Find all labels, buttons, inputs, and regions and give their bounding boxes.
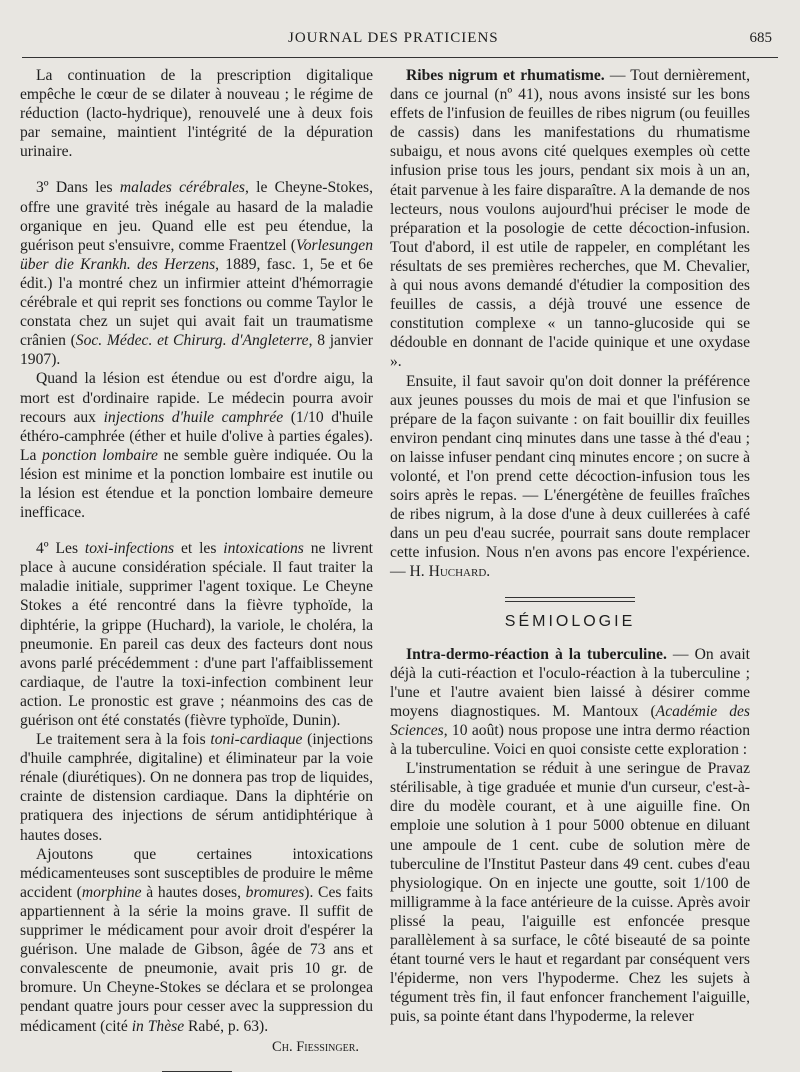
italic-term: ponction lombaire xyxy=(42,446,158,464)
italic-term: toxi-infections xyxy=(84,540,175,558)
text: — On avait déjà la cuti-réaction et l'oculo-réaction à la tuberculine ; l'une et l'autre avaient bien laissé à désirer comme moyens diagnostiques. M. Mantoux ( xyxy=(390,645,750,720)
italic-term: malades cérébrales xyxy=(119,179,245,197)
paragraph-intradermo xyxy=(390,645,750,760)
author-signature: Ch. Fiessinger. xyxy=(272,1038,359,1055)
text: , 10 août) nous propose une intra dermo réaction à la tuberculine. Voici en quoi consiste cette exploration : xyxy=(390,722,750,759)
text: — Tout dernièrement, dans ce journal (nº 41), nous avons insisté sur les bons effets de l'infusion de feuilles de ribes nigrum (ou feuilles de cassis) dans les manifestations du rhumatisme subaigu, et nous avons cité quelques exemples où cette infusion prise tous les jours, pendant six mois à un an, était parvenue à les faire disparaître. A la demande de nos lecteurs, nous voulons aujourd'hui préciser le mode de préparation et la posologie de cette décoction-infusion. Tout d'abord, il est utile de rappeler, en complétant les résultats de ses premières recherches, que M. Chevalier, à qui nous avons demandé d'étudier la composition des feuilles de cassis, a déjà trouvé une essence de constitution complexe « un tanno-glucoside qui se dédouble en donnant de l'acide quinique et une oxydase ». xyxy=(390,67,750,371)
left-column xyxy=(20,66,373,1072)
article-heading: Intra-dermo-réaction à la tuberculine. xyxy=(406,645,667,663)
paragraph-ribes-nigrum xyxy=(390,66,750,372)
article-heading: Ribes nigrum et rhumatisme. xyxy=(406,67,605,84)
citation: Académie des Sciences xyxy=(390,702,750,739)
author-signature: Huchard. xyxy=(428,563,491,581)
paragraph-preparation xyxy=(390,372,750,582)
text: ne semble guère indiquée. Ou la lésion est minime et la ponction lombaire est inutile ou la lésion est étendue et la ponction lombaire demeure inefficace. xyxy=(20,446,373,522)
paragraph-toxi-infections xyxy=(20,539,373,730)
text: Ensuite, il faut savoir qu'on doit donner la préférence aux jeunes pousses du mois de mai et que l'infusion se prépare de la façon suivante : on fait bouillir dix feuilles environ pendant cinq minutes dans une tasse à thé d'eau ; on laisse infuser pendant cinq minutes encore ; on sucre à volonté, et l'on prend cette décoction-infusion tous les soirs après le repas. — L'énergétène de feuilles fraîches de ribes nigrum, à la dose d'une à deux cuillerées à café dans un peu d'eau sucrée, pourrait sans doute remplacer cette infusion. Nous n'en avons pas encore l'expérience. — H. xyxy=(390,372,750,581)
paragraph-digitalis: La continuation de la prescription digitalique empêche le cœur de se dilater à nouveau ; le régime de réduction (lacto-hydrique), renouvelé une à deux fois par semaine, maintient l'intégrité de la dépuration urinaire. xyxy=(20,67,373,161)
paragraph-instrumentation: L'instrumentation se réduit à une seringue de Pravaz stérilisable, à tige graduée et munie d'un curseur, c'est-à-dire du modèle courant, et à une aiguille fine. On emploie une solution à 1 pour 5000 obtenue en diluant une ampoule de 1 cent. cube de solution mère de tuberculine de l'Institut Pasteur dans 49 cent. cubes d'eau physiologique. On en injecte une goutte, soit 1/100 de milligramme à la face antérieure de la cuisse. Après avoir plissé la peau, l'aiguille est enfoncée presque parallèlement à sa surface, le côté biseauté de sa pointe étant tourné vers le haut et regardant par conséquent vers l'épiderme, non vers l'hypoderme. Chez les sujets à tégument très fin, il faut enfoncer franchement l'aiguille, puis, sa pointe étant dans l'hypoderme, la relever xyxy=(390,760,750,1026)
text: Quand la lésion est étendue ou est d'ordre aigu, la mort est d'ordinaire rapide. Le médecin pourra avoir recours aux xyxy=(20,370,373,426)
paragraph-cerebral xyxy=(20,178,373,369)
page-number: 685 xyxy=(749,30,772,46)
citation: Vorlesungen über die Krankh. des Herzens xyxy=(20,236,373,273)
text: ). Ces faits appartiennent à la série la moins grave. Il suffit de supprimer le médicament pour avoir droit d'espérer la guérison. Une malade de Gibson, âgée de 73 ans et convalescente de pneumonie, avait pris 10 gr. de bromure. Un Cheyne-Stokes se déclara et se prolongea pendant quatre jours pour cesser avec la suppression du médicament (cité xyxy=(20,883,373,1035)
italic-term: toni-cardiaque xyxy=(210,731,303,749)
italic-term: injections d'huile camphrée xyxy=(103,408,284,426)
text: à hautes doses, xyxy=(141,883,246,901)
paragraph-intoxications xyxy=(20,845,373,1036)
text: , 1889, fasc. 1, 5e et 6e édit.) l'a montré chez un infirmier atteint d'hémorragie cérébrale et qui reprit ses fonctions ou comme Taylor le constata chez un sujet qui avait fait un traumatisme crânien ( xyxy=(20,255,373,350)
italic-term: morphine xyxy=(81,883,142,901)
text: 3º Dans les xyxy=(36,179,120,197)
right-column xyxy=(390,66,750,1027)
italic-term: in Thèse xyxy=(131,1017,185,1035)
text: ne livrent place à aucune considération spéciale. Il faut traiter la maladie initiale, supprimer l'agent toxique. Le Cheyne Stokes a été rencontré dans la fièvre typhoïde, la diphtérie, la grippe (Huchard), la variole, le choléra, la pneumonie. En pareil cas deux des facteurs dont nous avons parlé précédemment : d'une part l'affaiblissement cardiaque, de l'autre la toxi-infection combinent leur action. Le pronostic est grave ; néanmoins des cas de guérison ont été constatés (fièvre typhoïde, Dunin). xyxy=(20,540,373,729)
paragraph-treatment xyxy=(20,730,373,845)
text: , 8 janvier 1907). xyxy=(20,332,373,369)
citation: Soc. Médec. et Chirurg. d'Angleterre xyxy=(75,332,309,350)
text: , le Cheyne-Stokes, offre une gravité très inégale au hasard de la maladie organique en jeu. Quand elle est peu étendue, la guérison peut s'ensuivre, comme Fraentzel ( xyxy=(20,179,373,254)
section-title: SÉMIOLOGIE xyxy=(504,612,636,630)
header-rule xyxy=(22,57,778,58)
italic-term: intoxications xyxy=(223,540,304,558)
text: 4º Les xyxy=(36,540,85,558)
journal-title: JOURNAL DES PRATICIENS xyxy=(288,30,499,46)
text: (injections d'huile camphrée, digitaline) et éliminateur par la voie rénale (diurétiques). On ne donnera pas trop de liquides, crainte de distension cardiaque. Dans la diphtérie on pratiquera des injections de sérum antidiphtérique à hautes doses. xyxy=(20,731,373,844)
section-rule xyxy=(505,597,635,602)
text: Le traitement sera à la fois xyxy=(36,731,211,749)
paragraph-lesion xyxy=(20,369,373,522)
text: Ajoutons que certaines intoxications médicamenteuses sont susceptibles de produire le même accident ( xyxy=(20,845,373,901)
text: et les xyxy=(174,540,224,558)
italic-term: bromures xyxy=(245,883,305,901)
text: (1/10 d'huile éthéro-camphrée (éther et huile d'olive à parties égales). La xyxy=(20,408,374,464)
text: Rabé, p. 63). xyxy=(184,1017,269,1035)
running-header xyxy=(20,30,780,50)
